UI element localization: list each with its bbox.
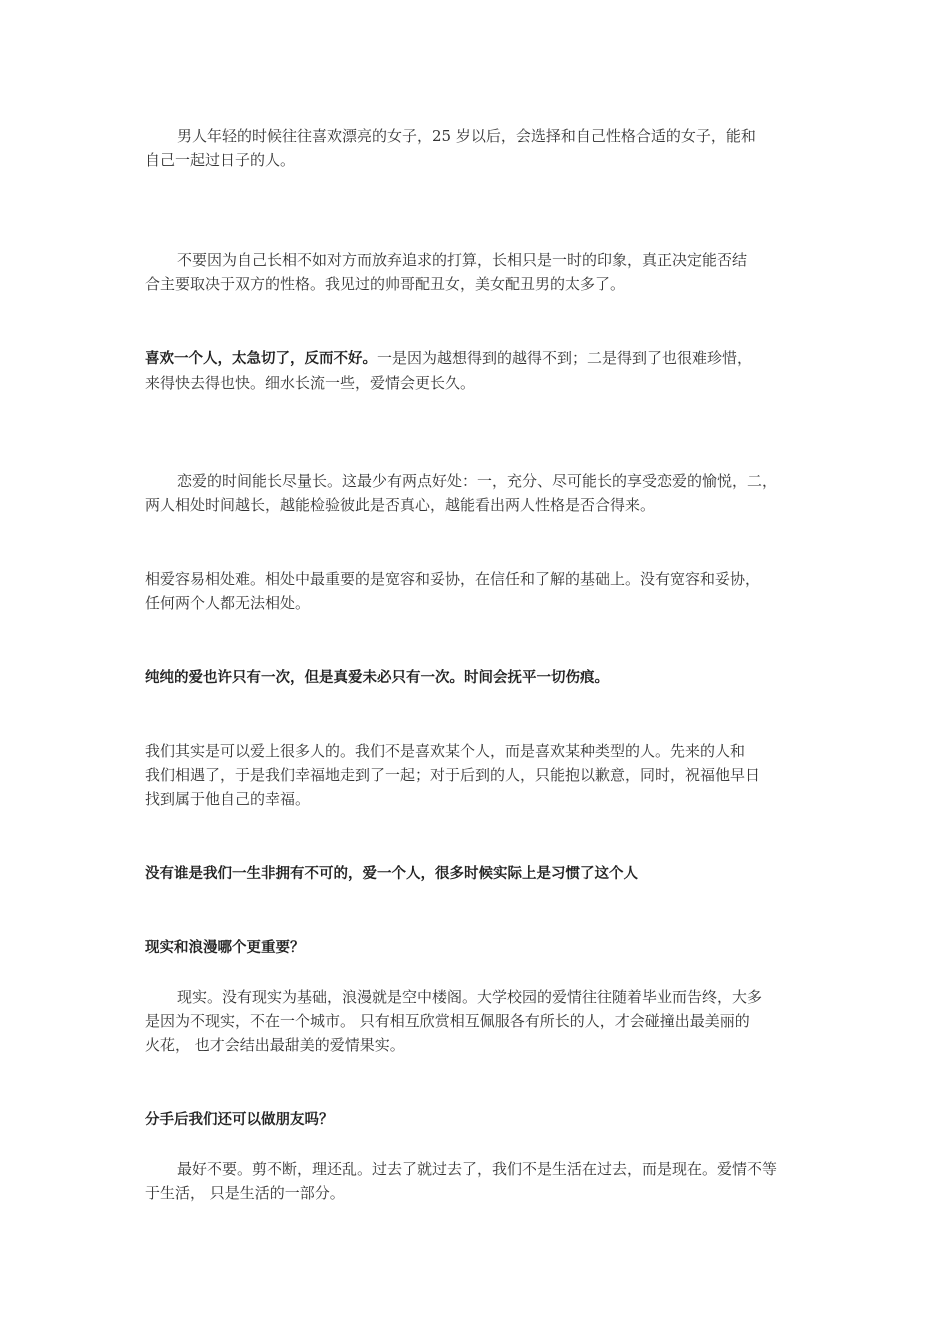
- paragraph-line: 火花， 也才会结出最甜美的爱情果实。: [145, 1036, 405, 1054]
- paragraph-line: 最好不要。剪不断，理还乱。过去了就过去了，我们不是生活在过去，而是现在。爱情不等: [177, 1160, 778, 1178]
- paragraph-line: 我们其实是可以爱上很多人的。我们不是喜欢某个人，而是喜欢某种类型的人。先来的人和: [145, 742, 746, 760]
- paragraph-line: 于生活， 只是生活的一部分。: [145, 1184, 345, 1202]
- paragraph-3: [145, 346, 810, 395]
- heading-text: 分手后我们还可以做朋友吗？: [145, 1112, 334, 1128]
- section-heading-2: [145, 1108, 810, 1132]
- paragraph-line: 找到属于他自己的幸福。: [145, 790, 311, 808]
- paragraph-line: 来得快去得也快。细水长流一些，爱情会更长久。: [145, 374, 476, 392]
- paragraph-line: 自己一起过日子的人。: [145, 151, 296, 169]
- paragraph-2: [145, 248, 810, 296]
- heading-text: 现实和浪漫哪个更重要？: [145, 940, 305, 956]
- paragraph-line: 恋爱的时间能长尽量长。这最少有两点好处：一，充分、尽可能长的享受恋爱的愉悦，二，: [177, 472, 778, 490]
- paragraph-line: 合主要取决于双方的性格。我见过的帅哥配丑女，美女配丑男的太多了。: [145, 275, 626, 293]
- paragraph-line: 男人年轻的时候往往喜欢漂亮的女子，25 岁以后，会选择和自己性格合适的女子，能和: [177, 127, 756, 145]
- paragraph-9: [145, 985, 810, 1057]
- section-heading-1: [145, 936, 810, 960]
- paragraph-4: [145, 469, 810, 517]
- paragraph-line: 现实。没有现实为基础，浪漫就是空中楼阁。大学校园的爱情往往随着毕业而告终，大多: [177, 988, 763, 1006]
- paragraph-1: [145, 124, 810, 172]
- paragraph-6: [145, 666, 810, 690]
- paragraph-line: 我们相遇了，于是我们幸福地走到了一起；对于后到的人，只能抱以歉意，同时，祝福他早日: [145, 766, 761, 784]
- paragraph-line: [145, 346, 810, 371]
- paragraph-line: 两人相处时间越长，越能检验彼此是否真心，越能看出两人性格是否合得来。: [145, 496, 656, 514]
- paragraph-line: 没有谁是我们一生非拥有不可的，爱一个人，很多时候实际上是习惯了这个人: [145, 866, 638, 882]
- paragraph-5: [145, 567, 810, 615]
- paragraph-8: [145, 862, 810, 886]
- paragraph-7: [145, 739, 810, 811]
- paragraph-10: [145, 1157, 810, 1205]
- paragraph-line: 纯纯的爱也许只有一次，但是真爱未必只有一次。时间会抚平一切伤痕。: [145, 670, 609, 686]
- paragraph-line: 不要因为自己长相不如对方而放弃追求的打算，长相只是一时的印象，真正决定能否结: [177, 251, 748, 269]
- paragraph-line: 相爱容易相处难。相处中最重要的是宽容和妥协，在信任和了解的基础上。没有宽容和妥协，: [145, 570, 761, 588]
- bold-lead: 喜欢一个人，太急切了，反而不好。: [145, 351, 377, 367]
- paragraph-line: 是因为不现实，不在一个城市。 只有相互欣赏相互佩服各有所长的人，才会碰撞出最美丽的: [145, 1012, 750, 1030]
- paragraph-line: 任何两个人都无法相处。: [145, 594, 311, 612]
- paragraph-text: 一是因为越想得到的越得不到；二是得到了也很难珍惜，: [377, 349, 753, 367]
